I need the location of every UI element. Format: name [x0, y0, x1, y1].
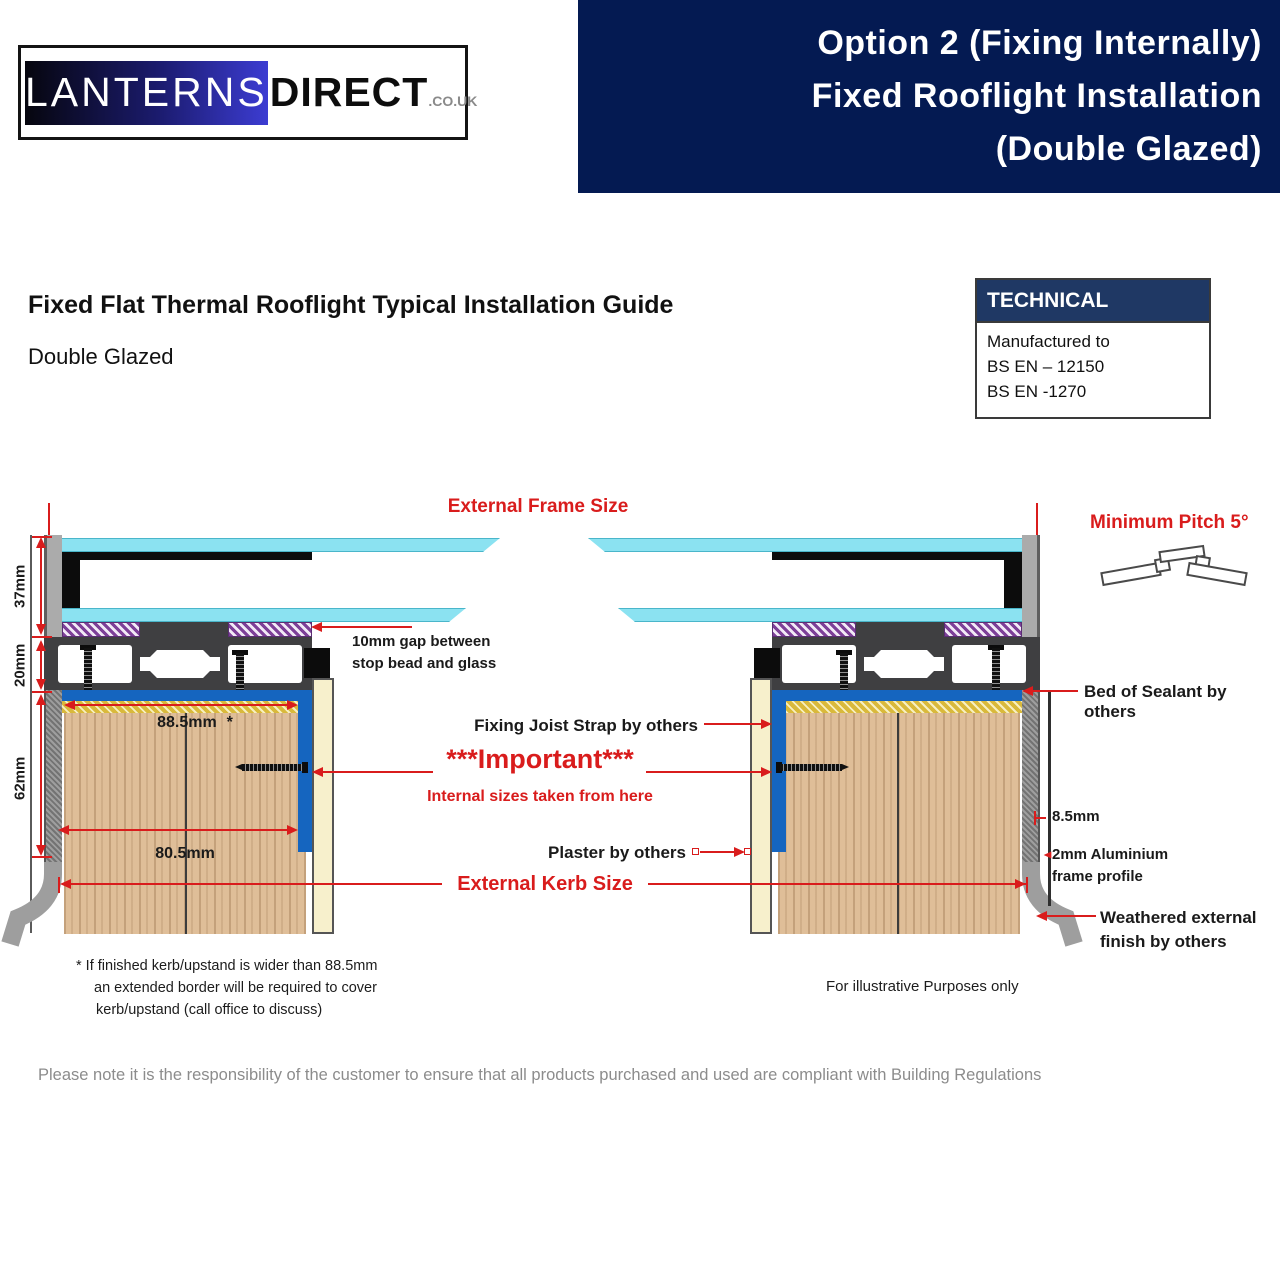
page-subtitle: Double Glazed [28, 344, 174, 369]
technical-line-1: Manufactured to [987, 332, 1110, 351]
dim-tick-mid2 [32, 691, 52, 693]
dim-37-label: 37mm [11, 564, 29, 608]
frame-base-strip-left [62, 690, 312, 701]
dim-885-label: 88.5mm [157, 714, 217, 731]
alu-label-line-1: 2mm Aluminium [1052, 846, 1169, 863]
dim-20-arrow-up-icon [36, 640, 46, 651]
minimum-pitch-label: Minimum Pitch 5° [1090, 512, 1249, 533]
kerb-size-arrow-right-icon [1015, 879, 1026, 889]
dim-62-arrow-up-icon [36, 694, 46, 705]
page-title: Fixed Flat Thermal Rooflight Typical Installation Guide [28, 291, 674, 319]
dim-805-label: 80.5mm [155, 845, 215, 862]
plaster-line-end-square-icon [744, 848, 751, 855]
dim-805-arrow-right-icon [287, 825, 298, 835]
weathered-label-line-2: finish by others [1100, 932, 1227, 951]
logo-lanterns-text: LANTERNS [25, 69, 268, 115]
stop-bead-gasket-right-inner [772, 622, 856, 637]
alu-label-line-2: frame profile [1052, 868, 1143, 885]
thermal-break-left-nub-a [140, 657, 150, 671]
dim-62-label: 62mm [11, 756, 29, 800]
stop-bead-gasket-right-outer [944, 622, 1022, 637]
dim-85-label: 8.5mm [1052, 808, 1100, 825]
logo-direct-text: DIRECT [269, 69, 429, 115]
kerb-size-tick-right [1026, 877, 1028, 893]
kerb-upstand-right [778, 713, 1020, 934]
internal-sizes-label: Internal sizes taken from here [427, 788, 653, 805]
fixing-joist-line [704, 723, 762, 725]
compliance-note: Please note it is the responsibility of the customer to ensure that all products purchased and used are compliant with Building Regulations [38, 1066, 1042, 1084]
dim-62-arrow-down-icon [36, 845, 46, 856]
illustrative-note: For illustrative Purposes only [826, 978, 1019, 995]
fixing-joist-arrow-icon [761, 719, 772, 729]
frame-chamber-right-outer [952, 645, 1026, 683]
technical-line-2: BS EN – 12150 [987, 357, 1105, 376]
dim-20-arrow-down-icon [36, 679, 46, 690]
strap-screw-tip-right-icon [842, 764, 849, 770]
header-line-1: Option 2 (Fixing Internally) [817, 24, 1262, 62]
frame-top-band-left [140, 622, 228, 637]
glazing-edge-spacer-right [1004, 552, 1022, 608]
joist-strap-left [298, 701, 312, 852]
kerb-size-arrow-left-icon [60, 879, 71, 889]
plaster-line-start-square-icon [692, 848, 699, 855]
strap-screw-tip-left-icon [235, 764, 242, 770]
bed-of-sealant-label: Bed of Sealant by others [1084, 682, 1227, 721]
dim-885-arrow-right-icon [287, 700, 298, 710]
important-label: ***Important*** [446, 743, 634, 774]
dim-20-label: 20mm [11, 643, 29, 687]
important-arrow-right-icon [761, 767, 772, 777]
footnote-line-2: an extended border will be required to cover [94, 980, 377, 996]
plasterboard-right [750, 678, 772, 934]
gap-note-arrow-icon [311, 622, 322, 632]
dim-37-arrow-down-icon [36, 624, 46, 635]
joist-strap-right [772, 701, 786, 852]
strap-screw-head-left-icon [302, 762, 308, 773]
weathered-note-arrow-icon [1036, 911, 1047, 921]
logo [18, 45, 478, 140]
kerb-size-line-right [648, 883, 1026, 885]
stop-bead-gasket-left-outer [62, 622, 140, 637]
alu-note-arrow-icon [1044, 852, 1052, 859]
technical-line-3: BS EN -1270 [987, 382, 1087, 401]
external-frame-size-label: External Frame Size [447, 496, 629, 517]
black-packer-left [304, 648, 330, 678]
plaster-label: Plaster by others [548, 843, 686, 862]
frame-top-band-right [856, 622, 944, 637]
dim-85-line [1036, 817, 1046, 819]
technical-heading: TECHNICAL [977, 280, 1209, 323]
thermal-break-left [148, 650, 212, 678]
left-outer-frame-cover [44, 535, 62, 637]
stop-bead-gasket-left-inner [228, 622, 312, 637]
frame-chamber-left-outer [58, 645, 132, 683]
glass-pane-top-left [62, 538, 500, 552]
aluminium-profile-line-right [1048, 690, 1051, 906]
footnote-line-1: * If finished kerb/upstand is wider than 88.5mm [76, 958, 378, 974]
glass-pane-top-right [588, 538, 1022, 552]
glazing-edge-spacer-left [62, 552, 80, 608]
logo-suffix-text: .CO.UK [428, 92, 478, 109]
glazing-spacer-bar-left [80, 552, 312, 560]
header-banner [578, 0, 1280, 193]
thermal-break-right-nub-b [934, 657, 944, 671]
dim-37-line [40, 543, 42, 629]
glazing-spacer-bar-right [772, 552, 1004, 560]
weathered-finish-left [44, 690, 62, 870]
logo-gradient-block [25, 61, 268, 125]
strap-screw-left-icon [242, 764, 304, 771]
kerb-size-tick-left [58, 877, 60, 893]
thermal-break-right-nub-a [864, 657, 874, 671]
dim-62-line [40, 700, 42, 848]
glass-pane-bottom-right [618, 608, 1022, 622]
dim-805-line [69, 829, 287, 831]
sealant-note-arrow-icon [1022, 686, 1033, 696]
minimum-pitch-icon [1096, 542, 1252, 602]
kerb-centerline-right [897, 713, 899, 934]
black-packer-right [754, 648, 780, 678]
plasterboard-left [312, 678, 334, 934]
dim-805-arrow-left-icon [58, 825, 69, 835]
thermal-break-left-nub-b [210, 657, 220, 671]
fixing-joist-label: Fixing Joist Strap by others [474, 716, 698, 735]
frame-base-strip-right [772, 690, 1022, 701]
thermal-break-right [872, 650, 936, 678]
weathered-note-line [1046, 915, 1096, 917]
dim-885-arrow-left-icon [64, 700, 75, 710]
gap-note-line-2: stop bead and glass [352, 655, 497, 672]
dim-885-line [75, 704, 289, 706]
sealant-note-line [1032, 690, 1078, 692]
weathered-finish-right [1022, 690, 1040, 870]
dim-tick-bottom [32, 856, 52, 858]
dim-tick-mid1 [32, 636, 52, 638]
gap-note-line [322, 626, 412, 628]
dim-885-star: * [226, 714, 233, 731]
sealant-bed-right [772, 701, 1022, 713]
strap-screw-right-icon [780, 764, 842, 771]
important-line-left [323, 771, 433, 773]
footnote-line-3: kerb/upstand (call office to discuss) [96, 1002, 323, 1018]
weathered-finish-left-foot [0, 862, 80, 952]
gap-note-line-1: 10mm gap between [352, 633, 491, 650]
weathered-label-line-1: Weathered external [1100, 908, 1257, 927]
header-line-2: Fixed Rooflight Installation [811, 77, 1262, 115]
important-line-right [646, 771, 762, 773]
external-kerb-size-label: External Kerb Size [457, 872, 633, 895]
dim-37-arrow-up-icon [36, 537, 46, 548]
dim-20-line [40, 647, 42, 683]
right-outer-frame-cover [1022, 535, 1040, 637]
header-line-3: (Double Glazed) [995, 130, 1262, 168]
kerb-centerline-left [185, 713, 187, 934]
technical-box [975, 278, 1211, 419]
glass-pane-bottom-left [62, 608, 466, 622]
plaster-line [700, 851, 738, 853]
important-arrow-left-icon [312, 767, 323, 777]
kerb-size-line-left [62, 883, 442, 885]
